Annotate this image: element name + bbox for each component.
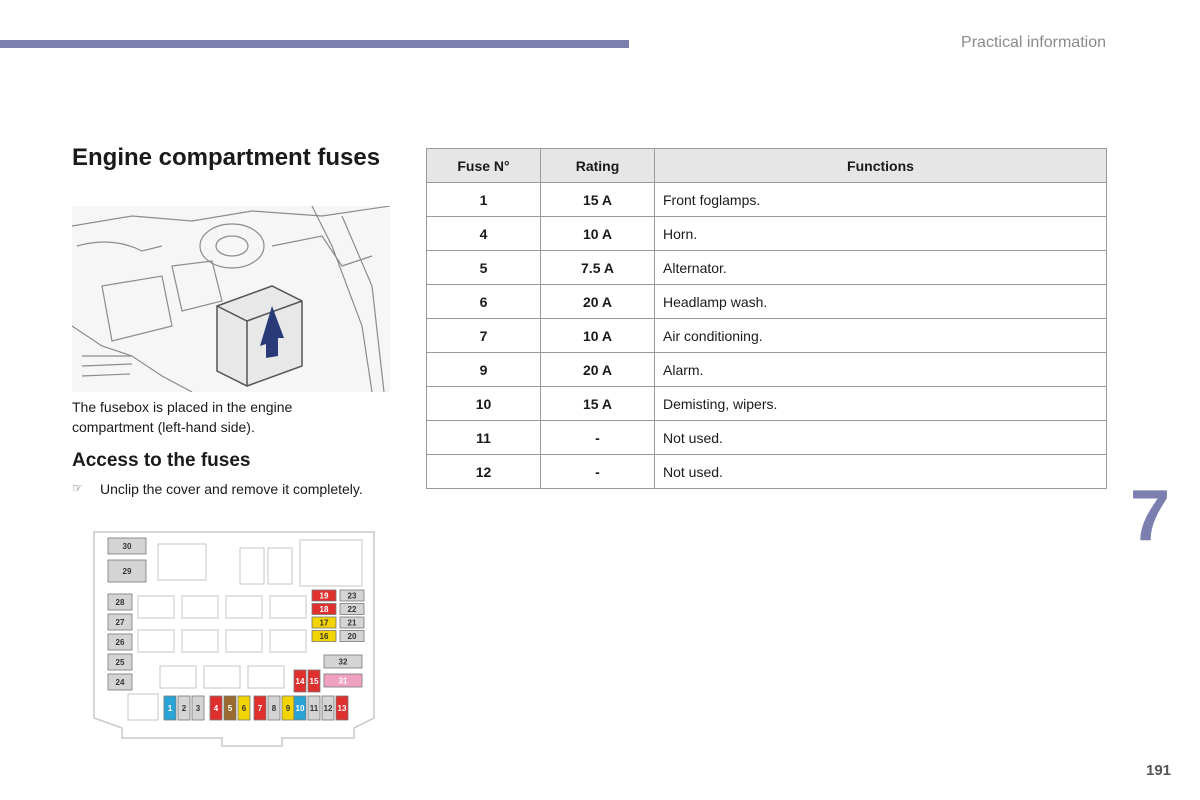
fuse-rating: 20 A <box>541 353 655 387</box>
fuse-label-30: 30 <box>122 542 132 551</box>
fuse-number: 1 <box>427 183 541 217</box>
fuse-label-29: 29 <box>122 567 132 576</box>
fuse-rating: - <box>541 455 655 489</box>
fuse-label-25: 25 <box>115 658 125 667</box>
fuse-function: Air conditioning. <box>655 319 1107 353</box>
page-number: 191 <box>1146 762 1172 779</box>
fuse-label-18: 18 <box>319 605 329 614</box>
fuse-number: 11 <box>427 421 541 455</box>
fuse-label-2: 2 <box>181 704 187 713</box>
fuse-label-15: 15 <box>309 677 319 686</box>
fuse-rating: 10 A <box>541 217 655 251</box>
chapter-number: 7 <box>1130 476 1171 556</box>
fuse-label-24: 24 <box>115 678 125 687</box>
photo-caption: The fusebox is placed in the engine compartment (left-hand side). <box>72 399 293 435</box>
fuse-number: 12 <box>427 455 541 489</box>
section-header: Practical information <box>961 34 1106 51</box>
fusebox-diagram <box>82 528 386 750</box>
fuse-label-10: 10 <box>295 704 305 713</box>
table-header-row <box>427 149 1107 183</box>
fuse-label-11: 11 <box>309 704 319 713</box>
instruction-item <box>72 481 363 497</box>
fuse-number: 5 <box>427 251 541 285</box>
fuse-rating: 15 A <box>541 183 655 217</box>
fuse-function: Alarm. <box>655 353 1107 387</box>
fuse-function: Alternator. <box>655 251 1107 285</box>
column-header-fuse: Fuse N° <box>427 149 541 183</box>
pointing-hand-icon: ☞ <box>72 481 83 495</box>
fuse-label-17: 17 <box>319 618 329 628</box>
fuse-number: 9 <box>427 353 541 387</box>
fuse-label-31: 31 <box>338 676 348 686</box>
fuse-number: 4 <box>427 217 541 251</box>
fuse-function: Headlamp wash. <box>655 285 1107 319</box>
fuse-label-3: 3 <box>195 704 201 713</box>
table-row <box>427 251 1107 285</box>
fuse-label-4: 4 <box>213 704 219 713</box>
fuse-label-22: 22 <box>347 605 357 614</box>
fuse-label-8: 8 <box>271 704 277 713</box>
fuse-number: 7 <box>427 319 541 353</box>
engine-compartment-photo <box>72 206 390 392</box>
table-row <box>427 455 1107 489</box>
fuse-label-23: 23 <box>347 591 357 601</box>
fuse-function: Demisting, wipers. <box>655 387 1107 421</box>
fuse-label-9: 9 <box>285 704 291 713</box>
fuse-label-16: 16 <box>319 632 329 641</box>
fuse-rating: 7.5 A <box>541 251 655 285</box>
fuse-label-32: 32 <box>338 657 348 667</box>
column-header-functions: Functions <box>655 149 1107 183</box>
fuse-label-27: 27 <box>115 618 125 627</box>
instruction-text: Unclip the cover and remove it completely. <box>100 481 363 497</box>
fuse-label-5: 5 <box>227 704 233 713</box>
table-row <box>427 421 1107 455</box>
column-header-rating: Rating <box>541 149 655 183</box>
fuse-rating: - <box>541 421 655 455</box>
fuse-function: Not used. <box>655 455 1107 489</box>
fuse-label-19: 19 <box>319 591 329 601</box>
table-row <box>427 285 1107 319</box>
table-row <box>427 353 1107 387</box>
fuse-rating: 10 A <box>541 319 655 353</box>
fuse-label-28: 28 <box>115 598 125 607</box>
fuse-label-13: 13 <box>337 704 347 713</box>
header-accent-bar <box>0 40 629 48</box>
fuse-number: 10 <box>427 387 541 421</box>
fuse-label-7: 7 <box>257 704 263 713</box>
table-row <box>427 217 1107 251</box>
fuse-number: 6 <box>427 285 541 319</box>
fuse-function: Front foglamps. <box>655 183 1107 217</box>
fuse-label-21: 21 <box>347 618 357 628</box>
access-subheading: Access to the fuses <box>72 450 251 471</box>
fuse-label-12: 12 <box>323 704 333 713</box>
table-row <box>427 387 1107 421</box>
table-row <box>427 319 1107 353</box>
fuse-label-14: 14 <box>295 677 305 686</box>
fuse-rating: 20 A <box>541 285 655 319</box>
fuse-label-1: 1 <box>167 704 173 713</box>
fuse-function: Horn. <box>655 217 1107 251</box>
page-title: Engine compartment fuses <box>72 144 381 171</box>
fuse-rating: 15 A <box>541 387 655 421</box>
fuse-table <box>426 148 1107 489</box>
fuse-label-6: 6 <box>241 704 247 713</box>
fuse-label-26: 26 <box>115 638 125 647</box>
table-row <box>427 183 1107 217</box>
fuse-function: Not used. <box>655 421 1107 455</box>
fuse-label-20: 20 <box>347 632 357 641</box>
